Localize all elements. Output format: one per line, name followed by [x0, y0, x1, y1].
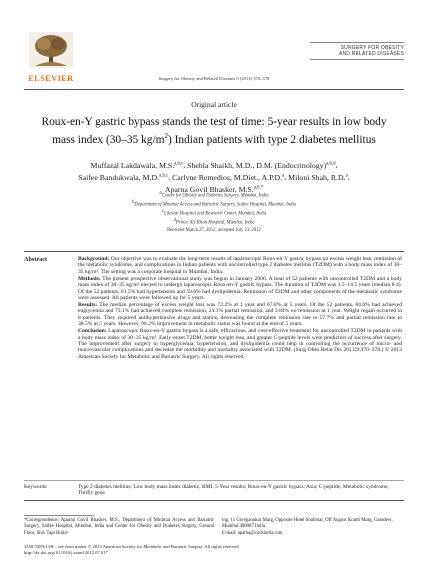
author: Muffazal Lakdawala, M.S.$^{a,b,c}$	[90, 160, 184, 170]
abstract-body	[78, 256, 402, 361]
article-title: Roux-en-Y gastric bypass stands the test of time: 5-year results in low body mass index (30–35 $kg/m^2$) Indian patients with type 2 diabetes mellitus	[41, 116, 387, 146]
article-type: Original article	[191, 100, 237, 109]
affiliations	[60, 191, 368, 228]
keywords-label: Keywords:	[24, 484, 48, 490]
affiliation: $^a$Center for Obesity and Diabetes Surgery, Mumbai, India	[159, 191, 269, 199]
journal-citation: Surgery for Obesity and Related Diseases 9 (2013) 370–378	[158, 76, 270, 81]
abstract-top-rule	[24, 251, 404, 252]
publisher-name: ELSEVIER	[28, 74, 74, 83]
keywords-list: Type 2 diabetes mellitus; Low body mass index diabetic; BMI; 5-Year results; Roux-en-Y gastric bypass; Asia; C-peptide; Metabolic syndrome; Thrifty gene	[78, 484, 389, 497]
abstract-background: Background: Our objective was to evaluate the long-term results of laparoscopic Roux-en-Y gastric bypass on excess weight loss, remission of the metabolic syndrome, and complications in Indian patients with uncontrolled type 2 diabetes mellitus (T2DM) with a body mass index of 30–35 kg/m². The setting was a corporate hospital in Mumbai, India.	[78, 256, 402, 275]
abstract-conclusion: Conclusion: Laparoscopic Roux-en-Y gastric bypass is a safe, efficacious, and cost-effective treatment for uncontrolled T2DM in patients with a body mass index of 30–35 kg/m². Early-onset T2DM, better weight loss, and greater C-peptide levels were predictors of success after surgery. The improvement after surgery in hyperglycemia, hypertension, and dyslipidemia could help in controlling the occurrence of micro- and macrovascular complications and decrease the morbidity and mortality associated with T2DM. (Surg Obes Relat Dis 2013;9:370–378.) © 2013 American Society for Metabolic and Bariatric Surgery. All rights reserved.	[78, 328, 402, 360]
affiliation: $^c$Lilavati Hospital and Research Center, Mumbai, India	[161, 209, 267, 217]
author: Aparna Govil Bhasker, M.S.$^{a,b,*}$	[164, 184, 264, 194]
affiliation: $^b$Department of Minimal Access and Bariatric Surgery, Saifee Hospital, Mumbai, India	[132, 200, 296, 208]
author: Carlyne Remedios, M.Diet., A.P.D.$^a$	[172, 172, 285, 182]
issn-doi	[24, 544, 404, 556]
keywords-rule	[24, 480, 404, 481]
abstract-bottom-rule	[24, 500, 404, 501]
issn-line: 1550-7289/13/$ – see front matter © 2013 American Society for Metabolic and Bariatric Surgery. All rights reserved.	[24, 544, 240, 549]
footnote-rule	[24, 515, 94, 516]
author: Saifee Bandukwala, M.D.$^{a,b,c}$	[78, 172, 169, 182]
header-divider	[24, 89, 404, 90]
elsevier-tree-logo-icon	[29, 32, 73, 68]
correspondence-address: ing, 11 Goregaonkar Marg, Opposite Hotel Shalimar, Off August Kranti Marg, Gamdevi, Mumbai 400007 India.	[222, 518, 393, 530]
correspondence-footnote: *Correspondence: Aparna Govil Bhasker, M.S., Department of Minimal Access and Bariatric Surgery, Saifee Hospital, Mumbai, India and Center for Obesity and Diabetes Surgery, Ground Floor, Shiv Tapi Build-	[24, 518, 214, 536]
journal-brand-line2: AND RELATED DISEASES	[338, 51, 404, 58]
author: Miloni Shah, R.D.$^a$	[288, 172, 348, 182]
author-list: Muffazal Lakdawala, M.S.$^{a,b,c}$, Shehla Shaikh, M.D., D.M. (Endocrinology)$^{a,b,d}$, Saifee Bandukwala, M.D.$^{a,b,c}$, Carlyne Remedios, M.Diet., A.P.D.$^a$, Miloni Shah, R.D.$^a$, Aparna Govil Bhasker, M.S.$^{a,b,*}$	[78, 160, 350, 194]
affiliation: $^d$Prince Aly Khan Hospital, Mumbai, India	[173, 218, 255, 227]
abstract-results: Results: The median percentage of excess weight loss was 72.2% at 1 year and 67.8% at 5 years. Of the 52 patients, 84.6% had achieved euglycemia and 73.1% had achieved complete remission, 23.1% partial remission, and 3.84% no remission at 1 year. Weight regain occurred in 8 patients. They required antihypertensive drugs and statins, decreasing the complete remission rate to 57.7% and partial remission rate to 38.5% at 5 years. However, 96.2% improvement in metabolic status was found at the end of 5 years.	[78, 302, 402, 328]
correspondence-email[interactable]: E-mail: aparna@codsindia.com	[222, 530, 283, 536]
journal-brand-line1: SURGERY FOR OBESITY	[340, 45, 404, 51]
received-dates: Received March 27, 2012; accepted July 23, 2012	[167, 228, 261, 233]
doi-link[interactable]: http://dx.doi.org/10.1016/j.soard.2012.07.017	[24, 550, 108, 556]
journal-brand	[310, 40, 404, 62]
abstract-label: Abstract	[24, 256, 48, 263]
correspondence-footnote-cont	[222, 518, 404, 537]
author: Shehla Shaikh, M.D., D.M. (Endocrinology)$^{a,b,d}$	[187, 160, 336, 170]
abstract-methods: Methods: The present prospective observational study was begun in January 2006. A total of 52 patients with uncontrolled T2DM and a body mass index of 30–35 kg/m² elected to undergo laparoscopic Roux-en-Y gastric bypass. The duration of T2DM was 3.5–14.5 years (median 8.4). Of the 52 patients, 61.5% had hypertension and 59.6% had dyslipidemia. Remission of T2DM and other components of the metabolic syndrome were assessed. All patients were followed up for 5 years.	[78, 275, 402, 302]
